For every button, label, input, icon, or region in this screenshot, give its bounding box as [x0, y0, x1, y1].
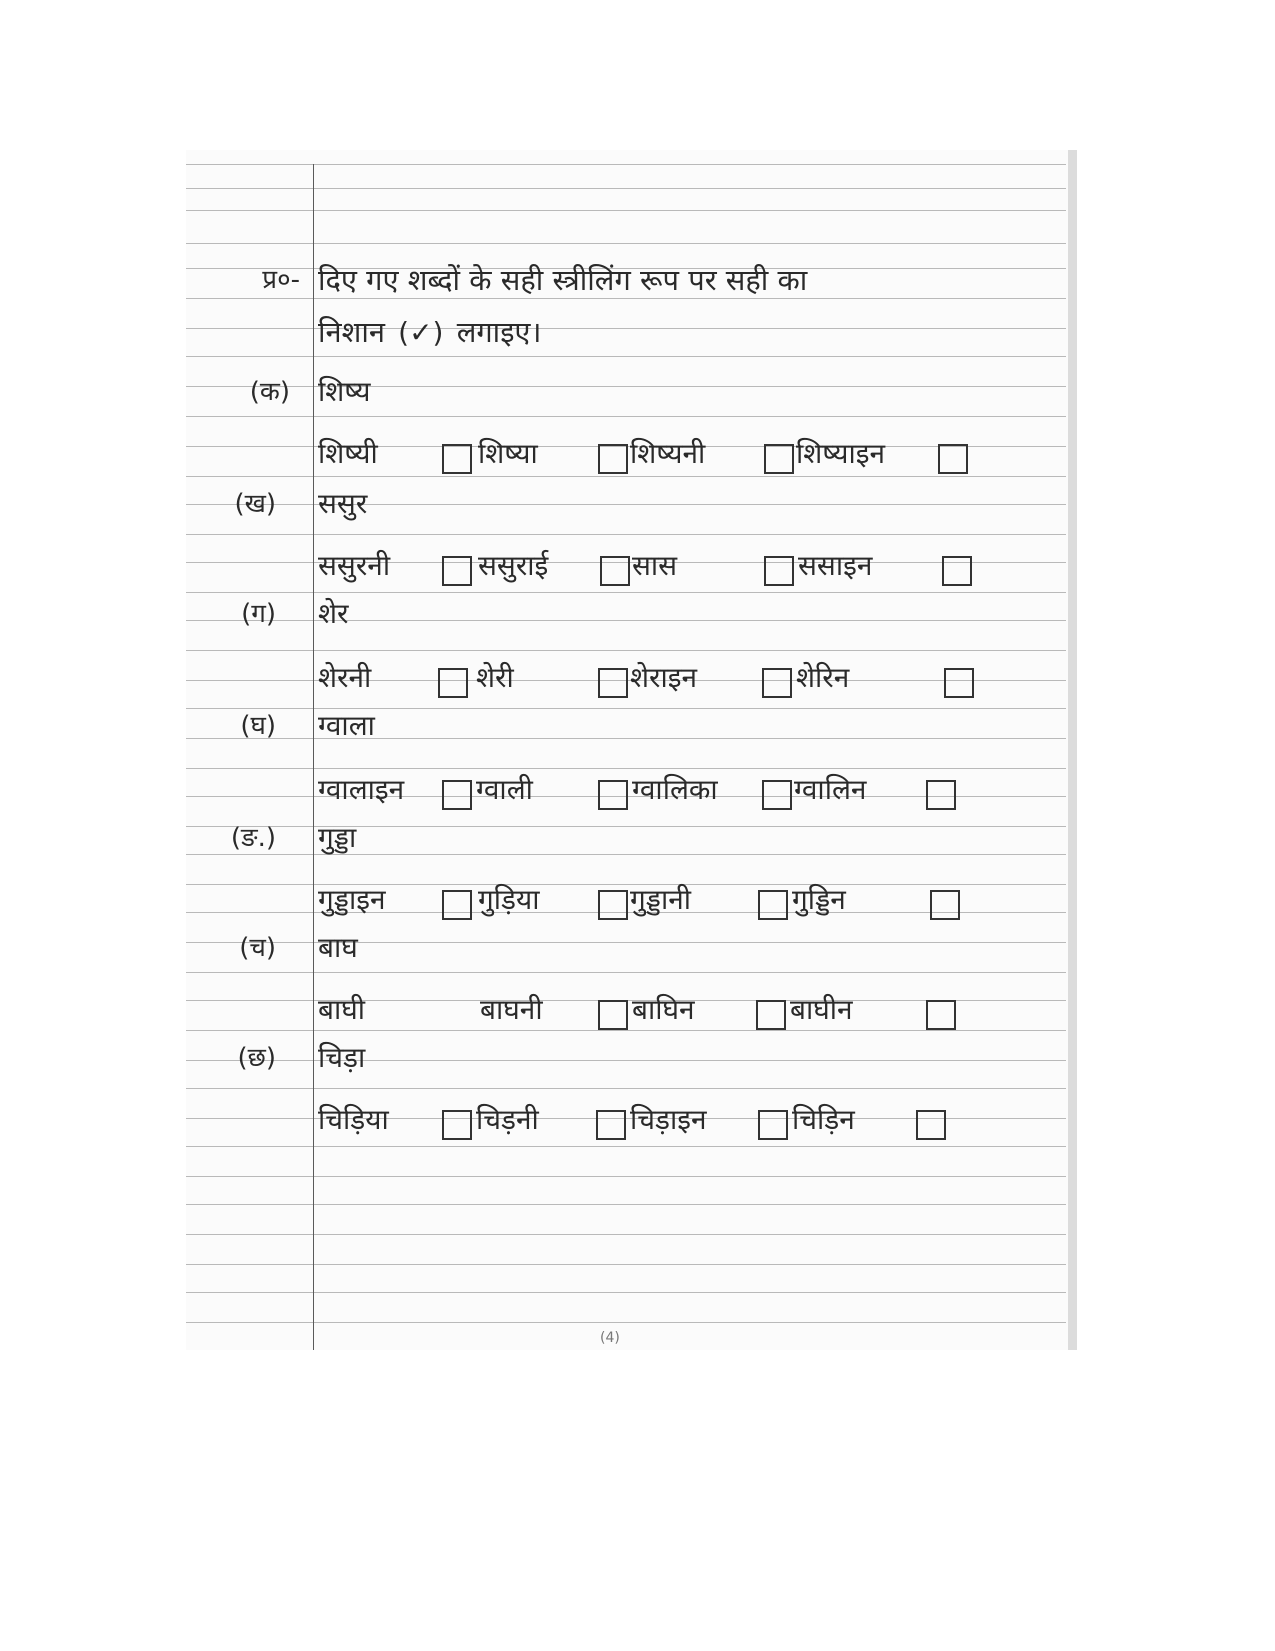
checkbox[interactable] — [762, 780, 792, 810]
item-word: गुड्डा — [318, 821, 357, 854]
option-text: चिड़ाइन — [630, 1103, 707, 1136]
checkbox[interactable] — [596, 1110, 626, 1140]
question-text-2-end: लगाइए। — [456, 315, 542, 349]
item-label: (ग) — [241, 599, 276, 629]
option — [630, 1100, 707, 1140]
option — [318, 658, 371, 698]
option — [478, 546, 548, 586]
checkbox[interactable] — [926, 780, 956, 810]
option-text: ग्वालिन — [794, 773, 867, 806]
option — [630, 658, 697, 698]
option-text: सास — [632, 549, 678, 582]
checkbox[interactable] — [598, 1000, 628, 1030]
option — [630, 434, 705, 474]
option — [796, 658, 849, 698]
checkbox[interactable] — [930, 890, 960, 920]
option-text: ससाइन — [798, 549, 873, 582]
option-text: बाघिन — [632, 993, 695, 1026]
checkbox[interactable] — [438, 668, 468, 698]
option-text: शेरी — [476, 661, 514, 694]
checkbox[interactable] — [758, 1110, 788, 1140]
option-text: शिष्या — [478, 437, 538, 470]
checkbox[interactable] — [442, 780, 472, 810]
option-text: ससुरनी — [318, 549, 391, 582]
option — [798, 546, 872, 586]
option — [792, 1100, 855, 1140]
checkbox[interactable] — [442, 1110, 472, 1140]
option — [478, 880, 540, 920]
checkbox[interactable] — [598, 890, 628, 920]
option — [796, 434, 885, 474]
checkbox[interactable] — [598, 444, 628, 474]
option-text: गुड्डानी — [630, 883, 691, 916]
item-word: ग्वाला — [318, 709, 375, 742]
checkbox[interactable] — [758, 890, 788, 920]
option-text: शिष्यनी — [630, 437, 706, 470]
item-word: शेर — [318, 597, 349, 630]
checkbox[interactable] — [756, 1000, 786, 1030]
checkbox[interactable] — [942, 556, 972, 586]
checkbox[interactable] — [598, 780, 628, 810]
page-edge-shadow — [1068, 150, 1077, 1350]
option-text: शिष्याइन — [796, 437, 886, 470]
item-word: चिड़ा — [318, 1041, 366, 1074]
option — [318, 546, 390, 586]
option-text: ग्वालाइन — [318, 773, 405, 806]
checkbox[interactable] — [442, 556, 472, 586]
option — [318, 770, 404, 810]
item-label: (क) — [249, 377, 290, 407]
option-text: शेराइन — [630, 661, 698, 694]
option — [476, 1100, 539, 1140]
option — [318, 880, 385, 920]
question-text-2 — [318, 312, 541, 353]
item-word: शिष्य — [318, 375, 371, 408]
page-number: (4) — [600, 1330, 620, 1346]
option-text: शेरिन — [796, 661, 850, 694]
option-text: बाघनी — [480, 993, 543, 1026]
checkbox[interactable] — [916, 1110, 946, 1140]
option-text: ग्वाली — [476, 773, 533, 806]
option — [318, 434, 378, 474]
item-label: (छ) — [237, 1043, 276, 1073]
option — [318, 990, 365, 1030]
margin-line — [313, 164, 314, 1350]
checkbox[interactable] — [442, 444, 472, 474]
option-text: शिष्यी — [318, 437, 378, 470]
checkbox[interactable] — [442, 890, 472, 920]
option — [792, 880, 846, 920]
option — [478, 434, 538, 474]
option — [790, 990, 853, 1030]
checkbox[interactable] — [764, 444, 794, 474]
option-text: चिड़नी — [476, 1103, 539, 1136]
checkbox[interactable] — [764, 556, 794, 586]
option-text: गुड़िया — [478, 883, 540, 916]
option — [632, 770, 718, 810]
option — [632, 546, 677, 586]
option-text: बाघी — [318, 993, 366, 1026]
item-label: (घ) — [240, 711, 276, 741]
item-label: (च) — [239, 933, 276, 963]
option — [630, 880, 691, 920]
option — [480, 990, 543, 1030]
item-label: (ख) — [234, 489, 276, 519]
question-text-1: दिए गए शब्दों के सही स्त्रीलिंग रूप पर सही का — [318, 263, 808, 297]
option-text: गुड्डाइन — [318, 883, 386, 916]
option — [476, 658, 514, 698]
checkbox[interactable] — [600, 556, 630, 586]
checkbox[interactable] — [762, 668, 792, 698]
option-text: बाघीन — [790, 993, 853, 1026]
option — [794, 770, 866, 810]
option — [476, 770, 533, 810]
checkmark-icon: (✓) — [398, 316, 444, 349]
option-text: ससुराई — [478, 549, 549, 582]
option-text: गुड्डिन — [792, 883, 846, 916]
checkbox[interactable] — [938, 444, 968, 474]
option — [318, 1100, 389, 1140]
option-text: चिड़िया — [318, 1103, 389, 1136]
option-text: ग्वालिका — [632, 773, 718, 806]
item-label: (ङ.) — [230, 823, 276, 853]
option — [632, 990, 695, 1030]
checkbox[interactable] — [598, 668, 628, 698]
question-text-2-start: निशान — [318, 315, 385, 349]
item-word: बाघ — [318, 931, 358, 964]
checkbox[interactable] — [926, 1000, 956, 1030]
question-prefix: प्र०- — [262, 265, 300, 295]
checkbox[interactable] — [944, 668, 974, 698]
item-word: ससुर — [318, 487, 368, 520]
notebook-page — [186, 150, 1072, 1350]
option-text: चिड़िन — [792, 1103, 855, 1136]
option-text: शेरनी — [318, 661, 372, 694]
